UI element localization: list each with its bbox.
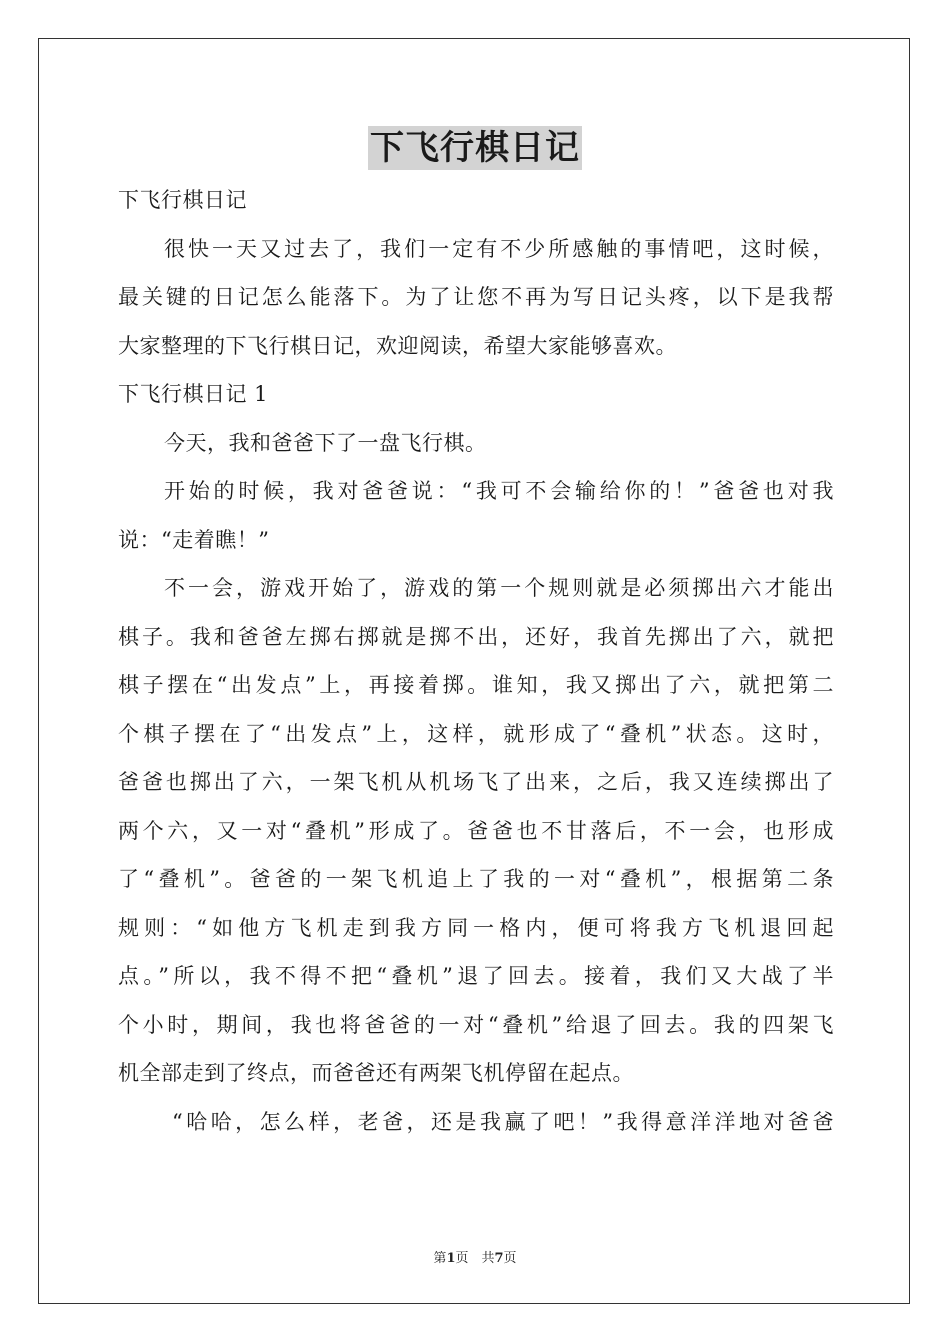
body-line: 说：“走着瞧！” <box>118 527 270 552</box>
footer-mid: 页 共 <box>455 1251 495 1266</box>
body-line: 两个六，又一对“叠机”形成了。爸爸也不甘落后，不一会，也形成 <box>118 818 834 843</box>
body-line: 点。”所以，我不得不把“叠机”退了回去。接着，我们又大战了半 <box>118 964 834 988</box>
page-footer <box>0 1247 950 1266</box>
body-line: 机全部走到了终点，而爸爸还有两架飞机停留在起点。 <box>118 1061 634 1085</box>
document-body <box>118 176 834 1146</box>
footer-page-number: 1 <box>446 1251 456 1266</box>
body-line: 了“叠机”。爸爸的一架飞机追上了我的一对“叠机”，根据第二条 <box>118 867 834 891</box>
body-line: 棋子。我和爸爸左掷右掷就是掷不出，还好，我首先掷出了六，就把 <box>118 624 834 649</box>
title-container <box>0 126 950 170</box>
body-line: “哈哈，怎么样，老爸，还是我赢了吧！”我得意洋洋地对爸爸 <box>172 1109 834 1134</box>
body-line: 今天，我和爸爸下了一盘飞行棋。 <box>164 430 487 455</box>
body-line: 最关键的日记怎么能落下。为了让您不再为写日记头疼，以下是我帮 <box>118 285 834 309</box>
footer-suffix: 页 <box>503 1251 517 1266</box>
document-title: 下飞行棋日记 <box>370 128 580 168</box>
body-line: 规则：“如他方飞机走到我方同一格内，便可将我方飞机退回起 <box>118 915 834 940</box>
body-line: 开始的时候，我对爸爸说：“我可不会输给你的！”爸爸也对我 <box>164 479 834 503</box>
body-line: 很快一天又过去了，我们一定有不少所感触的事情吧，这时候， <box>164 236 834 261</box>
body-line: 棋子摆在“出发点”上，再接着掷。谁知，我又掷出了六，就把第二 <box>118 673 834 697</box>
subtitle-line: 下飞行棋日记 <box>118 188 247 212</box>
footer-prefix: 第 <box>433 1251 447 1266</box>
footer-total-pages: 7 <box>494 1251 504 1266</box>
body-line: 爸爸也掷出了六，一架飞机从机场飞了出来，之后，我又连续掷出了 <box>118 770 834 794</box>
section-heading: 下飞行棋日记 1 <box>118 382 269 406</box>
body-line: 大家整理的下飞行棋日记，欢迎阅读，希望大家能够喜欢。 <box>118 333 677 358</box>
body-line: 不一会，游戏开始了，游戏的第一个规则就是必须掷出六才能出 <box>164 576 834 600</box>
body-line: 个棋子摆在了“出发点”上，这样，就形成了“叠机”状态。这时， <box>118 721 834 746</box>
body-line: 个小时，期间，我也将爸爸的一对“叠机”给退了回去。我的四架飞 <box>118 1012 834 1037</box>
